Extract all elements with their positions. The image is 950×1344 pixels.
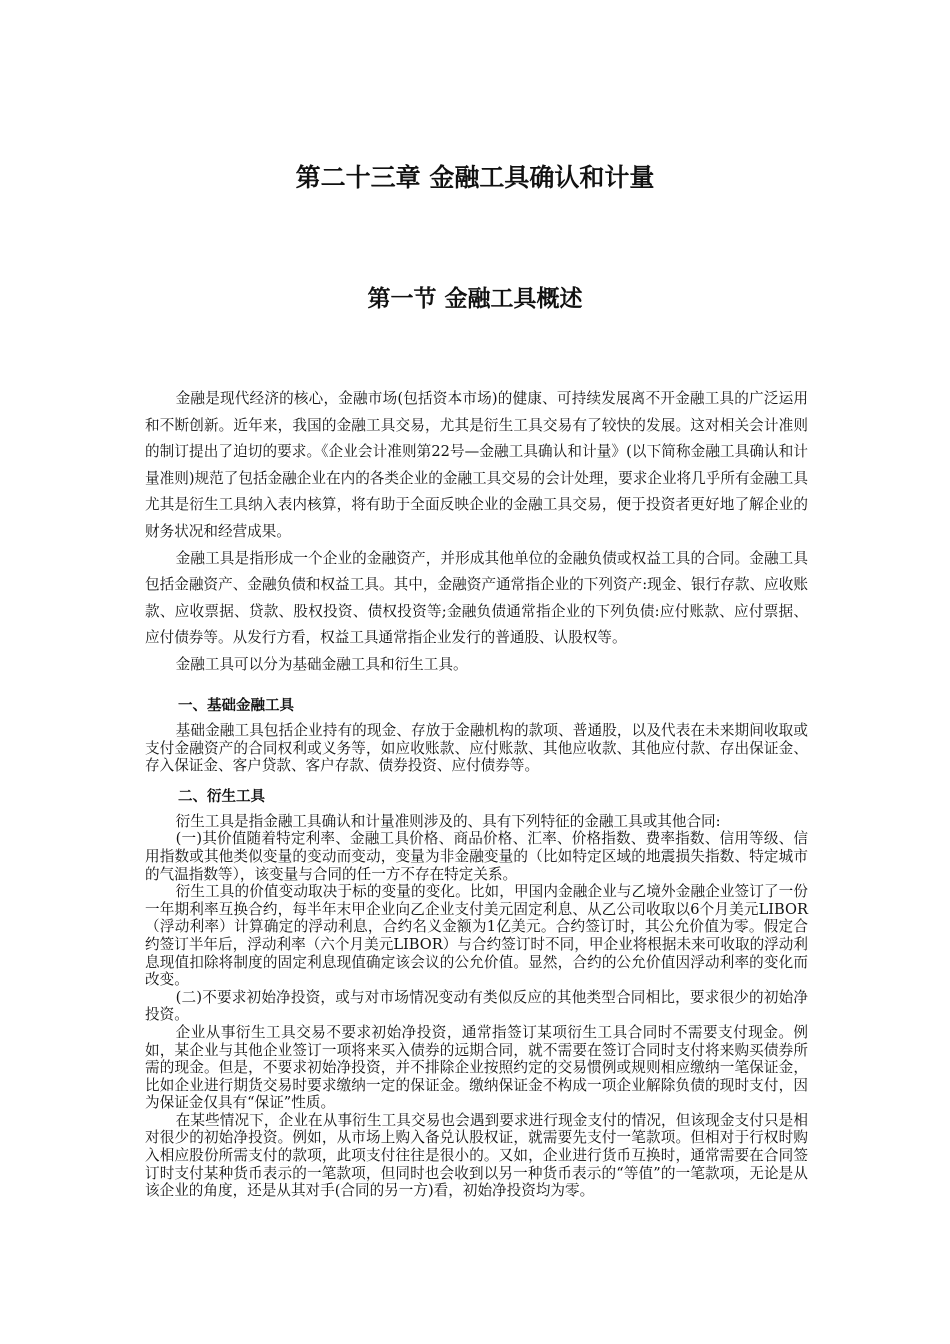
intro-paragraph: 金融工具是指形成一个企业的金融资产，并形成其他单位的金融负债或权益工具的合同。金融工具包括金融资产、金融负债和权益工具。其中，金融资产通常指企业的下列资产:现金、银行存款、应收账款、应收票据、贷款、股权投资、债权投资等;金融负债通常指企业的下列负债:应付账款、应付票据、应付债券等。从发行方看，权益工具通常指企业发行的普通股、认股权等。	[145, 549, 808, 647]
intro-paragraph: 金融是现代经济的核心，金融市场(包括资本市场)的健康、可持续发展离不开金融工具的广泛运用和不断创新。近年来，我国的金融工具交易，尤其是衍生工具交易有了较快的发展。这对相关会计准则的制订提出了迫切的要求。《企业会计准则第22号—金融工具确认和计量》(以下简称金融工具确认和计量准则)规范了包括金融企业在内的各类企业的金融工具交易的会计处理，要求企业将几乎所有金融工具尤其是衍生工具纳入表内核算，将有助于全面反映企业的金融工具交易，便于投资者更好地了解企业的财务状况和经营成果。	[145, 390, 808, 540]
derivative-paragraph: (一)其价值随着特定利率、金融工具价格、商品价格、汇率、价格指数、费率指数、信用等级、信用指数或其他类似变量的变动而变动，变量为非金融变量的（比如特定区域的地震损失指数、特定城市的气温指数等），该变量与合同的任一方不存在特定关系。	[145, 830, 808, 883]
derivative-paragraph: 衍生工具的价值变动取决于标的变量的变化。比如，甲国内金融企业与乙境外金融企业签订了一份一年期利率互换合约，每半年末甲企业向乙企业支付美元固定利息、从乙公司收取以6个月美元LIBOR（浮动利率）计算确定的浮动利息，合约名义金额为1亿美元。合约签订时，其公允价值为零。假定合约签订半年后，浮动利率（六个月美元LIBOR）与合约签订时不同，甲企业将根据未来可收取的浮动利息现值扣除将制度的固定利息现值确定该会议的公允价值。显然，合约的公允价值因浮动利率的变化而改变。	[145, 883, 808, 989]
heading-derivatives: 二、衍生工具	[178, 788, 265, 805]
derivative-paragraph: 在某些情况下，企业在从事衍生工具交易也会遇到要求进行现金支付的情况，但该现金支付只是相对很少的初始净投资。例如，从市场上购入备兑认股权证，就需要先支付一笔款项。但相对于行权时购入相应股份所需支付的款项，此项支付往往是很小的。又如，企业进行货币互换时，通常需要在合同签订时支付某种货币表示的一笔款项，但同时也会收到以另一种货币表示的“等值”的一笔款项，无论是从该企业的角度，还是从其对手(合同的另一方)看，初始净投资均为零。	[145, 1111, 808, 1200]
main-body	[145, 694, 808, 1200]
chapter-title: 第二十三章 金融工具确认和计量	[295, 163, 655, 192]
derivative-paragraph: 衍生工具是指金融工具确认和计量准则涉及的、具有下列特征的金融工具或其他合同:	[175, 812, 721, 830]
intro-paragraph: 金融工具可以分为基础金融工具和衍生工具。	[175, 655, 468, 673]
section-title: 第一节 金融工具概述	[367, 286, 583, 312]
derivative-paragraph: 企业从事衍生工具交易不要求初始净投资，通常指签订某项衍生工具合同时不需要支付现金。例如，某企业与其他企业签订一项将来买入债券的远期合同，就不需要在签订合同时支付将来购买债券所需的现金。但是，不要求初始净投资，并不排除企业按照约定的交易惯例或规则相应缴纳一笔保证金，比如企业进行期货交易时要求缴纳一定的保证金。缴纳保证金不构成一项企业解除负债的现时支付，因为保证金仅具有“保证”性质。	[145, 1023, 808, 1112]
heading-basic-instruments: 一、基础金融工具	[178, 698, 294, 714]
basic-paragraph: 基础金融工具包括企业持有的现金、存放于金融机构的款项、普通股，以及代表在未来期间收取或支付金融资产的合同权利或义务等，如应收账款、应付账款、其他应收款、其他应付款、存出保证金、存入保证金、客户贷款、客户存款、债券投资、应付债券等。	[145, 722, 808, 775]
derivative-paragraph: (二)不要求初始净投资，或与对市场情况变动有类似反应的其他类型合同相比，要求很少的初始净投资。	[145, 988, 808, 1024]
intro-block	[145, 386, 808, 679]
